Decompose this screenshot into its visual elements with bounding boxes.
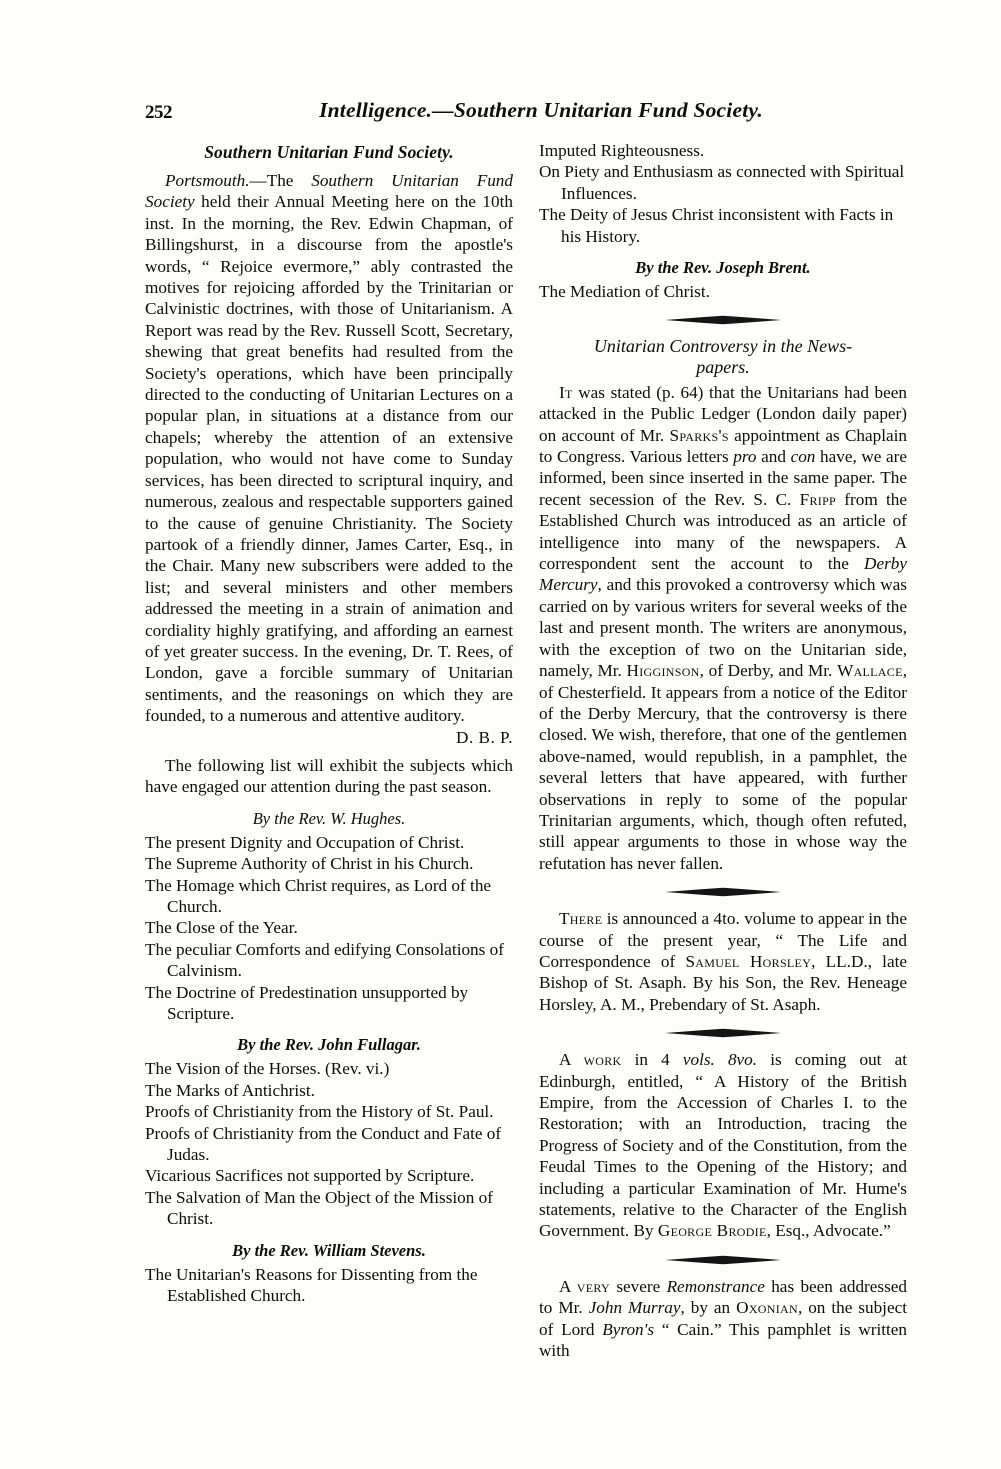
list-item: The Salvation of Man the Object of the Mission of Christ. [145,1187,493,1229]
spacer [145,748,513,755]
body-h: , of Chesterfield. It appears from a notice of the Editor of the Derby Mercury, that the controversy is there closed. We wish, therefore, that one of the gentlemen above-named, would republish, in a pamphlet, the several letters that have appeared, with further observations in reply to some of the popular Trinitarian arguments, which, though often refuted, still appear arguments to those in whose way the refutation has never fallen. [539,661,908,873]
society-report-paragraph [145,170,513,747]
report-signature: D. B. P. [455,727,513,747]
list-item: The Deity of Jesus Christ inconsistent with Facts in his History. [539,205,894,246]
lead-a: A [559,1276,577,1296]
list-item: Vicarious Sacrifices not supported by Scripture. [145,1166,475,1186]
name-john-murray: John Murray [588,1298,681,1318]
latin-pro: pro [733,447,757,467]
name-byron: Byron's [602,1319,655,1339]
title-remonstrance: Remonstrance [666,1276,765,1296]
report-text-2: held their Annual Meeting here on the 10th inst. In the morning, the Rev. Edwin Chapman, of Billingshurst, in a discourse from the apostle's words, “ Rejoice evermore,” ably contrasted the motives for rejoicing afforded by the Trinitarian or Calvinistic doctrines, with those of Unitarianism. A Report was read by the Rev. Russell Scott, Secretary, shewing that great benefits had resulted from the Society's operations, which have been principally directed to the conducting of Unitarian Lectures on a popular plan, in situations at a distance from our chapels; whereby the attention of an extensive population, who would not have come to Sunday services, has been directed to scriptural inquiry, and numerous, zealous and respectable supporters gained to the cause of genuine Christianity. The Society partook of a friendly dinner, James Carter, Esq., in the Chair. Many new subscribers were added to the list; and several ministers and other members addressed the meeting in a strain of animation and cordiality highly gratifying, and affording an earnest of yet greater success. In the evening, Dr. T. Rees, of London, gave a forcible summary of Unitarian sentiments, and the reasonings on which they are founded, to a numerous and attentive auditory. [145,192,513,726]
lead-smallcaps: It [559,382,573,402]
subject-list-brent [539,281,907,302]
name-fripp: Fripp [799,489,837,509]
paper-derby-mercury: Derby Mercury [539,554,907,595]
word-very: very [576,1276,611,1296]
body-a: has been addressed to Mr. [539,1276,907,1318]
dateline-dash: — [249,171,267,190]
list-intro-paragraph: The following list will exhibit the subjects which have engaged our attention during the past season. [145,755,513,797]
body-f: , and this provoked a controversy which was carried on by various writers for several weeks of the last and present month. The writers are anonymous, with the exception of two on the Unitarian side, namely, Mr. [539,575,907,681]
lens-rule-ornament [539,887,907,897]
notice-remonstrance-paragraph [539,1276,907,1362]
page-content [145,96,907,1361]
controversy-title-line2: papers. [696,357,750,378]
lens-rule-ornament [539,315,907,325]
controversy-paragraph [539,382,907,874]
body-a: is announced a 4to. volume to appear in the course of the present year, “ The Life and Correspondence of [539,909,907,971]
right-column [539,140,907,1361]
byline-stevens: By the Rev. William Stevens. [232,1240,426,1260]
list-item: On Piety and Enthusiasm as connected with Spiritual Influences. [539,162,905,203]
name-higginson: Higginson [626,661,700,681]
list-item: The Vision of the Horses. (Rev. vi.) [145,1059,390,1079]
list-item: The present Dignity and Occupation of Christ. [145,832,465,852]
body-c: and [756,447,791,467]
body-g: , of Derby, and Mr. [699,661,838,681]
subject-list-continued [539,140,907,247]
running-head-title: Intelligence.—Southern Unitarian Fund Society. [319,98,763,122]
list-item: The Homage which Christ requires, as Lord of the Church. [145,875,492,916]
name-samuel-horsley: Samuel Horsley [685,951,812,971]
subject-list-stevens [145,1264,513,1307]
body-e: from the Established Church was introduced as an article of intelligence into many of the newspapers. A correspondent sent the account to the [539,489,907,574]
list-item: The Marks of Antichrist. [145,1080,315,1100]
body-b: , by an [680,1298,737,1318]
body-d: “ Cain.” This pamphlet is written with [539,1319,908,1361]
list-item: The Mediation of Christ. [539,282,710,302]
byline-fullagar: By the Rev. John Fullagar. [237,1035,421,1055]
lead-smallcaps: There [559,909,603,929]
latin-con: con [790,447,816,467]
name-oxonian: Oxonian [736,1298,798,1318]
list-item: The Supreme Authority of Christ in his Church. [145,854,474,874]
section-title: Southern Unitarian Fund Society. [204,142,454,162]
list-item: The peculiar Comforts and edifying Consolations of Calvinism. [145,939,504,981]
body-b: , LL.D., late Bishop of St. Asaph. By his Son, the Rev. Heneage Horsley, A. M., Prebendary of St. Asaph. [539,951,907,1014]
lens-rule-ornament [539,1255,907,1265]
list-item: Imputed Righteousness. [539,141,705,160]
lens-rule-ornament [539,1028,907,1038]
notice-brodie-paragraph [539,1049,907,1242]
left-column [145,140,513,1307]
list-item: The Unitarian's Reasons for Dissenting from the Established Church. [145,1264,478,1306]
name-wallace: Wallace [837,661,903,681]
society-name-italic: Southern Unitarian Fund Society [145,171,513,212]
list-item: Proofs of Christianity from the History of St. Paul. [145,1102,494,1122]
running-head [145,96,907,132]
list-item: The Doctrine of Predestination unsupported by Scripture. [145,982,469,1024]
controversy-title-line1: Unitarian Controversy in the News- [593,336,853,357]
body-d: have, we are informed, been since inserted in the same paper. The recent secession of the Rev. S. C. [539,447,907,509]
lead-b: in 4 [621,1050,683,1070]
volume-format: vols. 8vo. [682,1050,758,1070]
two-column-body [145,140,907,1361]
name-sparks: Sparks's [669,425,729,445]
body-a: was stated (p. 64) that the Unitarians had been attacked in the Public Ledger (London daily paper) on account of Mr. [539,382,907,445]
notice-horsley-paragraph [539,908,907,1015]
lead-a: A [559,1050,584,1070]
body-b: appointment as Chaplain to Congress. Various letters [539,425,907,467]
folio-number: 252 [145,102,172,123]
list-item: Proofs of Christianity from the Conduct and Fate of Judas. [145,1123,502,1165]
byline-hughes: By the Rev. W. Hughes. [252,808,406,828]
subject-list-hughes [145,832,513,1025]
list-item: The Close of the Year. [145,918,298,938]
subject-list-fullagar [145,1058,513,1229]
body-a: is coming out at Edinburgh, entitled, “ A History of the British Empire, from the Accession of Charles I. to the Restoration; with an Introduction, tracing the Progress of Society and of the Constitution, from the Feudal Times to the Opening of the History; and including a particular Examination of Mr. Hume's statements, relative to the Character of the English Government. By [539,1050,907,1241]
report-text-1: The [266,171,312,190]
body-b: , Esq., Advocate.” [766,1221,891,1241]
dateline: Portsmouth. [165,171,250,190]
name-george-brodie: George Brodie [657,1221,767,1241]
body-c: , on the subject of Lord [539,1298,907,1339]
byline-brent: By the Rev. Joseph Brent. [635,258,811,278]
controversy-title [539,336,907,377]
lead-b: severe [610,1276,667,1296]
word-work: work [583,1050,622,1070]
